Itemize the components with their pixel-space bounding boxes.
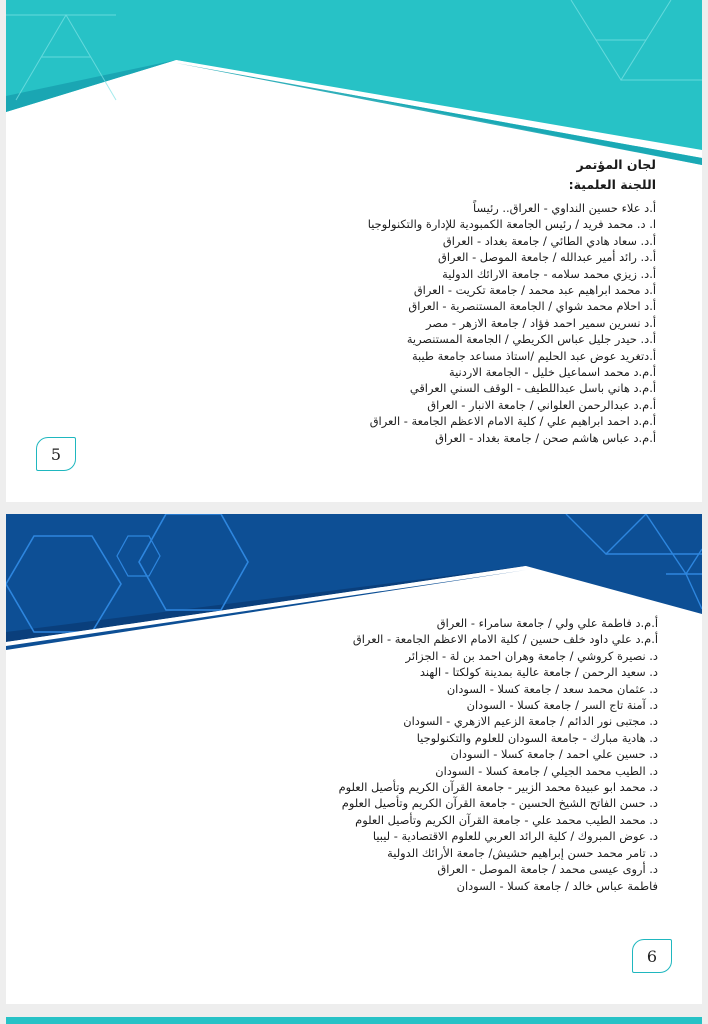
conference-committees-title: لجان المؤتمر [576,157,656,172]
member-item: د. هادية مبارك - جامعة السودان للعلوم والتكنولوجيا [416,730,658,745]
document-page-6 [6,514,702,1004]
member-item: د. سعيد الرحمن / جامعة عالية بمدينة كولكتا - الهند [419,665,658,680]
next-page-teal-edge [6,1017,702,1024]
member-item: د. حسن الفاتح الشيخ الحسين - جامعة القرآن الكريم وتأصيل العلوم [341,796,658,811]
member-item: د. آمنة تاج السر / جامعة كسلا - السودان [466,698,658,713]
member-item: د. مجتبى نور الدائم / جامعة الزعيم الازهري - السودان [403,714,658,729]
page-number-badge: 6 [632,939,672,973]
scientific-committee-list [368,200,656,446]
scientific-committee-title: اللجنة العلمية: [568,177,656,192]
member-item: د. أروى عيسى محمد / جامعة الموصل - العراق [437,862,658,877]
member-item: أ.د علاء حسين النداوي - العراق.. رئيساً [473,201,656,215]
page-number-badge: 5 [36,437,76,471]
scientific-committee-list-continued [339,615,658,894]
document-page-5 [6,0,702,502]
member-item: د. حسين علي احمد / جامعة كسلا - السودان [450,747,658,762]
member-item: أ.م.د فاطمة علي ولي / جامعة سامراء - العراق [436,616,658,630]
member-item: د. الطيب محمد الجيلي / جامعة كسلا - السودان [435,763,658,778]
member-item: أ.د نسرين سمير احمد فؤاد / جامعة الازهر - مصر [426,315,656,330]
member-item: د. نصيرة كروشي / جامعة وهران احمد بن لة - الجزائر [405,648,658,663]
member-item: د. تامر محمد حسن إبراهيم حشيش/ جامعة الأرائك الدولية [387,845,658,860]
member-item: ا. د. محمد فريد / رئيس الجامعة الكمبودية للإدارة والتكنولوجيا [367,217,656,232]
member-item: أ.دتغريد عوض عبد الحليم /استاذ مساعد جامعة طيبة [411,348,656,363]
member-item: د. محمد الطيب محمد علي - جامعة القرآن الكريم وتأصيل العلوم [355,812,658,827]
member-item: أ.د احلام محمد شواي / الجامعة المستنصرية - العراق [408,299,656,314]
member-item: أ.م.د احمد ابراهيم علي / كلية الامام الاعظم الجامعة - العراق [369,414,656,429]
member-item: أ.د. زيزي محمد سلامه - جامعة الارائك الدولية [442,266,656,281]
member-item: فاطمة عباس خالد / جامعة كسلا - السودان [456,878,658,893]
member-item: أ.د محمد ابراهيم عبد محمد / جامعة تكريت - العراق [413,283,656,298]
teal-header-banner [6,0,702,180]
member-item: د. عثمان محمد سعد / جامعة كسلا - السودان [446,681,658,696]
member-item: أ.م.د محمد اسماعيل خليل - الجامعة الاردنية [449,365,656,380]
member-item: أ.م.د علي داود خلف حسين / كلية الامام الاعظم الجامعة - العراق [352,632,658,647]
member-item: أ.د. سعاد هادي الطائي / جامعة بغداد - العراق [442,233,656,248]
member-item: د. عوض المبروك / كلية الرائد العربي للعلوم الاقتصادية - ليبيا [372,829,658,844]
member-item: أ.د. حيدر جليل عباس الكريطي / الجامعة المستنصرية [406,332,656,347]
member-item: أ.م.د هاني باسل عبداللطيف - الوقف السني العراقي [409,381,656,396]
member-item: أ.د. رائد أمير عبدالله / جامعة الموصل - العراق [438,250,656,265]
member-item: أ.م.د عبدالرحمن العلواني / جامعة الانبار - العراق [427,397,656,412]
member-item: د. محمد ابو عبيدة محمد الزبير - جامعة القرآن الكريم وتأصيل العلوم [338,780,658,795]
member-item: أ.م.د عباس هاشم صحن / جامعة بغداد - العراق [435,430,656,445]
